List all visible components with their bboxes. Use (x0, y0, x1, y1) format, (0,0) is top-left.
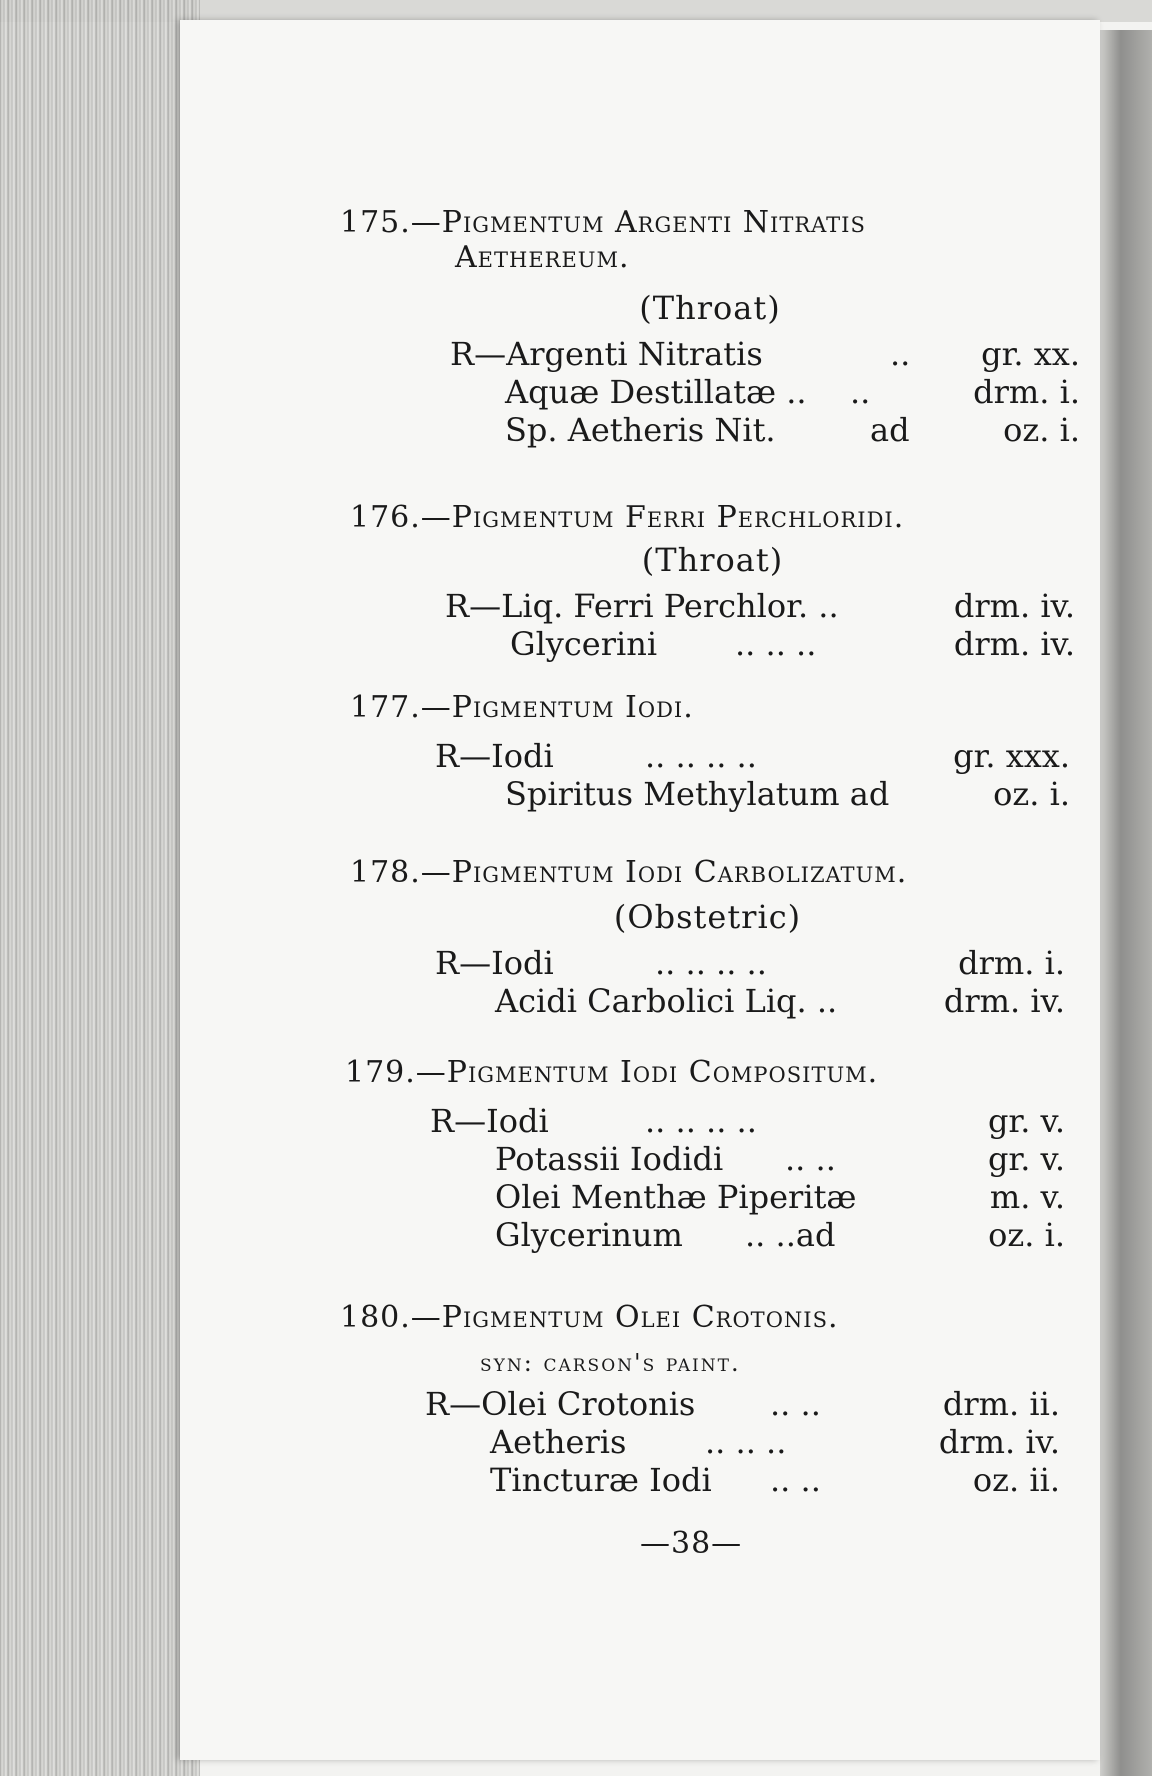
ingredient-line (445, 587, 1075, 625)
book-right-edge (1100, 30, 1152, 1776)
recipe-entry-180: 180.—Pigmentum Olei Crotonis. syn: carson's paint. R—Olei Crotonis .. .. drm. ii. Aetheris .. .. .. drm. iv. Tincturæ Iodi .. .. oz. ii. (340, 1300, 1060, 1499)
ingredient-line (495, 982, 1065, 1020)
entry-note: (Throat) (641, 541, 784, 579)
ingredient-quantity: oz. ii. (972, 1461, 1060, 1499)
ingredient-line (505, 411, 1080, 449)
entry-title: Pigmentum Iodi. (451, 690, 694, 725)
ingredient-quantity: oz. i. (1003, 411, 1080, 449)
entry-title: Pigmentum Iodi Compositum. (446, 1055, 879, 1090)
ingredient-line (490, 1461, 1060, 1499)
leader-dots: .. .. .. (705, 1423, 787, 1461)
entry-number: 175. (340, 205, 411, 240)
ingredient-quantity: drm. ii. (942, 1385, 1060, 1423)
ingredient-name: Spiritus Methylatum ad (505, 775, 890, 813)
ingredient-name: R—Iodi (430, 1102, 549, 1140)
ingredient-name: Aquæ Destillatæ .. (505, 373, 807, 411)
ingredient-name: Glycerinum (495, 1216, 683, 1254)
recipe-entry-179: 179.—Pigmentum Iodi Compositum. R—Iodi .. .. .. .. gr. v. Potassii Iodidi .. .. gr. v. Olei Menthæ Piperitæ m. v. Glycerinum .. ..ad oz. i. (345, 1055, 1065, 1254)
ingredient-quantity: drm. iv. (953, 625, 1075, 663)
ingredient-line (435, 737, 1070, 775)
ingredient-name: Glycerini (510, 625, 658, 663)
ingredient-name: Olei Menthæ Piperitæ (495, 1178, 857, 1216)
leader-dots: .. (850, 373, 871, 411)
ingredient-quantity: drm. iv. (938, 1423, 1060, 1461)
entry-note: (Obstetric) (613, 898, 802, 936)
entry-number: 179. (345, 1055, 416, 1090)
page-number: —38— (640, 1526, 743, 1561)
ingredient-quantity: gr. v. (987, 1140, 1065, 1178)
ingredient-line (430, 1102, 1065, 1140)
ingredient-quantity: gr. xxx. (953, 737, 1070, 775)
ingredient-name: Sp. Aetheris Nit. (505, 411, 776, 449)
ingredient-line (495, 1216, 1065, 1254)
ingredient-line (505, 373, 1080, 411)
ingredient-quantity: drm. iv. (953, 587, 1075, 625)
recipe-entry-178: 178.—Pigmentum Iodi Carbolizatum. (Obstetric) R—Iodi .. .. .. .. drm. i. Acidi Carbolici Liq. .. drm. iv. (350, 855, 1065, 1020)
entry-note: (Throat) (639, 289, 781, 327)
leader-dots: .. .. (785, 1140, 836, 1178)
leader-dots: .. .. .. .. (645, 737, 757, 775)
entry-title-continued: Aethereum. (455, 240, 630, 275)
ingredient-name: R—Liq. Ferri Perchlor. .. (445, 587, 839, 625)
ingredient-line (505, 775, 1070, 813)
entry-title: Pigmentum Argenti Nitratis (441, 205, 866, 240)
ingredient-quantity: drm. i. (958, 944, 1065, 982)
ingredient-name: Tincturæ Iodi (490, 1461, 712, 1499)
book-page-edges (0, 0, 200, 1776)
entry-number: 177. (350, 690, 421, 725)
entry-number: 180. (340, 1300, 411, 1335)
leader-dots: .. .. (770, 1461, 821, 1499)
ingredient-name: R—Iodi (435, 944, 554, 982)
ingredient-line (490, 1423, 1060, 1461)
ingredient-line (495, 1178, 1065, 1216)
ingredient-name: R—Iodi (435, 737, 554, 775)
entry-title: Pigmentum Iodi Carbolizatum. (451, 855, 908, 890)
entry-number: 176. (350, 500, 421, 535)
entry-number: 178. (350, 855, 421, 890)
ingredient-line (510, 625, 1075, 663)
ingredient-name: Acidi Carbolici Liq. .. (495, 982, 838, 1020)
ingredient-line (425, 1385, 1060, 1423)
ingredient-name: Aetheris (490, 1423, 627, 1461)
ingredient-line (450, 335, 1080, 373)
ingredient-quantity: gr. xx. (981, 335, 1080, 373)
ingredient-quantity: drm. iv. (943, 982, 1065, 1020)
leader-dots: .. .. .. .. (645, 1102, 757, 1140)
entry-title: Pigmentum Ferri Perchloridi. (451, 500, 905, 535)
leader-dots: .. (890, 335, 911, 373)
recipe-entry-176: 176.—Pigmentum Ferri Perchloridi. (Throat) R—Liq. Ferri Perchlor. .. drm. iv. Glycerini .. .. .. drm. iv. (350, 500, 1075, 663)
entry-synonym: syn: carson's paint. (480, 1349, 741, 1377)
recipe-entry-177: 177.—Pigmentum Iodi. R—Iodi .. .. .. .. gr. xxx. Spiritus Methylatum ad oz. i. (350, 690, 1070, 813)
ingredient-quantity: oz. i. (993, 775, 1070, 813)
leader-dots: .. .. .. .. (655, 944, 767, 982)
ingredient-name: R—Argenti Nitratis (450, 335, 763, 373)
ingredient-quantity: gr. v. (987, 1102, 1065, 1140)
ingredient-name: R—Olei Crotonis (425, 1385, 696, 1423)
leader-dots: .. .. .. (735, 625, 817, 663)
ingredient-quantity: m. v. (989, 1178, 1065, 1216)
ingredient-line (435, 944, 1065, 982)
recipe-entry-175: 175.—Pigmentum Argenti Nitratis Aethereum. (Throat) R—Argenti Nitratis .. gr. xx. Aquæ Destillatæ .. .. drm. i. Sp. Aetheris Nit. ad oz. i. (340, 205, 1080, 449)
ingredient-line (495, 1140, 1065, 1178)
ingredient-quantity: oz. i. (988, 1216, 1065, 1254)
ingredient-quantity: drm. i. (973, 373, 1080, 411)
ingredient-name: Potassii Iodidi (495, 1140, 724, 1178)
entry-title: Pigmentum Olei Crotonis. (441, 1300, 839, 1335)
leader-dots: .. .. (770, 1385, 821, 1423)
leader-dots: .. ..ad (745, 1216, 836, 1254)
leader-dots: ad (870, 411, 910, 449)
